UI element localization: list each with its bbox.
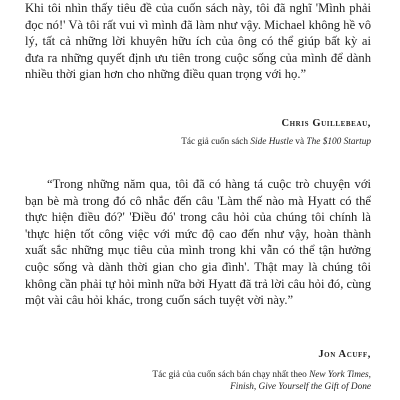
caption-1-book-2: The $100 Startup (306, 137, 371, 147)
caption-1-prefix: Tác giả cuốn sách (181, 137, 251, 147)
endorsement-caption-1 (181, 136, 371, 148)
endorsement-quote-1: Khi tôi nhìn thấy tiêu đề của cuốn sách này, tôi đã nghĩ 'Mình phải đọc nó!' Và tôi rất vui vì mình đã làm như vậy. Michael không hề vô lý, tất cả những lời khuyên hữu ích của ông có thể giúp bất kỳ ai đưa ra những quyết định ưu tiên trong cuộc sống của mình để dành nhiều thời gian hơn cho những điều quan trọng với họ.” (25, 1, 371, 82)
caption-1-book-1: Side Hustle (250, 137, 293, 147)
caption-2-books: Finish, Give Yourself the Gift of Done (230, 382, 371, 393)
endorsement-author-1: Chris Guillebeau, (281, 118, 371, 129)
endorsement-caption-2 (152, 369, 371, 394)
caption-2-newspaper: New York Times, (309, 370, 371, 380)
caption-1-join: và (292, 137, 307, 147)
endorsement-author-2: Jon Acuff, (318, 349, 371, 360)
endorsement-quote-2: “Trong những năm qua, tôi đã có hàng tá cuộc trò chuyện với bạn bè mà trong đó cô nhắc đến câu 'Làm thế nào mà Hyatt có thể thực hiện điều đó?' 'Điều đó' trong câu hỏi của chúng tôi chính là 'thực hiện tốt công việc với mức độ cao đến như vậy, hoàn thành xuất sắc những mục tiêu của mình trong khi vẫn có thể tận hưởng cuộc sống và dành thời gian cho gia đình'. Thật may là chúng tôi không cần phải tự hỏi mình nữa bởi Hyatt đã trả lời câu hỏi đó, cùng một vài câu hỏi khác, trong cuốn sách tuyệt vời này.” (25, 177, 371, 308)
caption-2-prefix: Tác giả của cuốn sách bán chạy nhất theo (152, 370, 310, 380)
